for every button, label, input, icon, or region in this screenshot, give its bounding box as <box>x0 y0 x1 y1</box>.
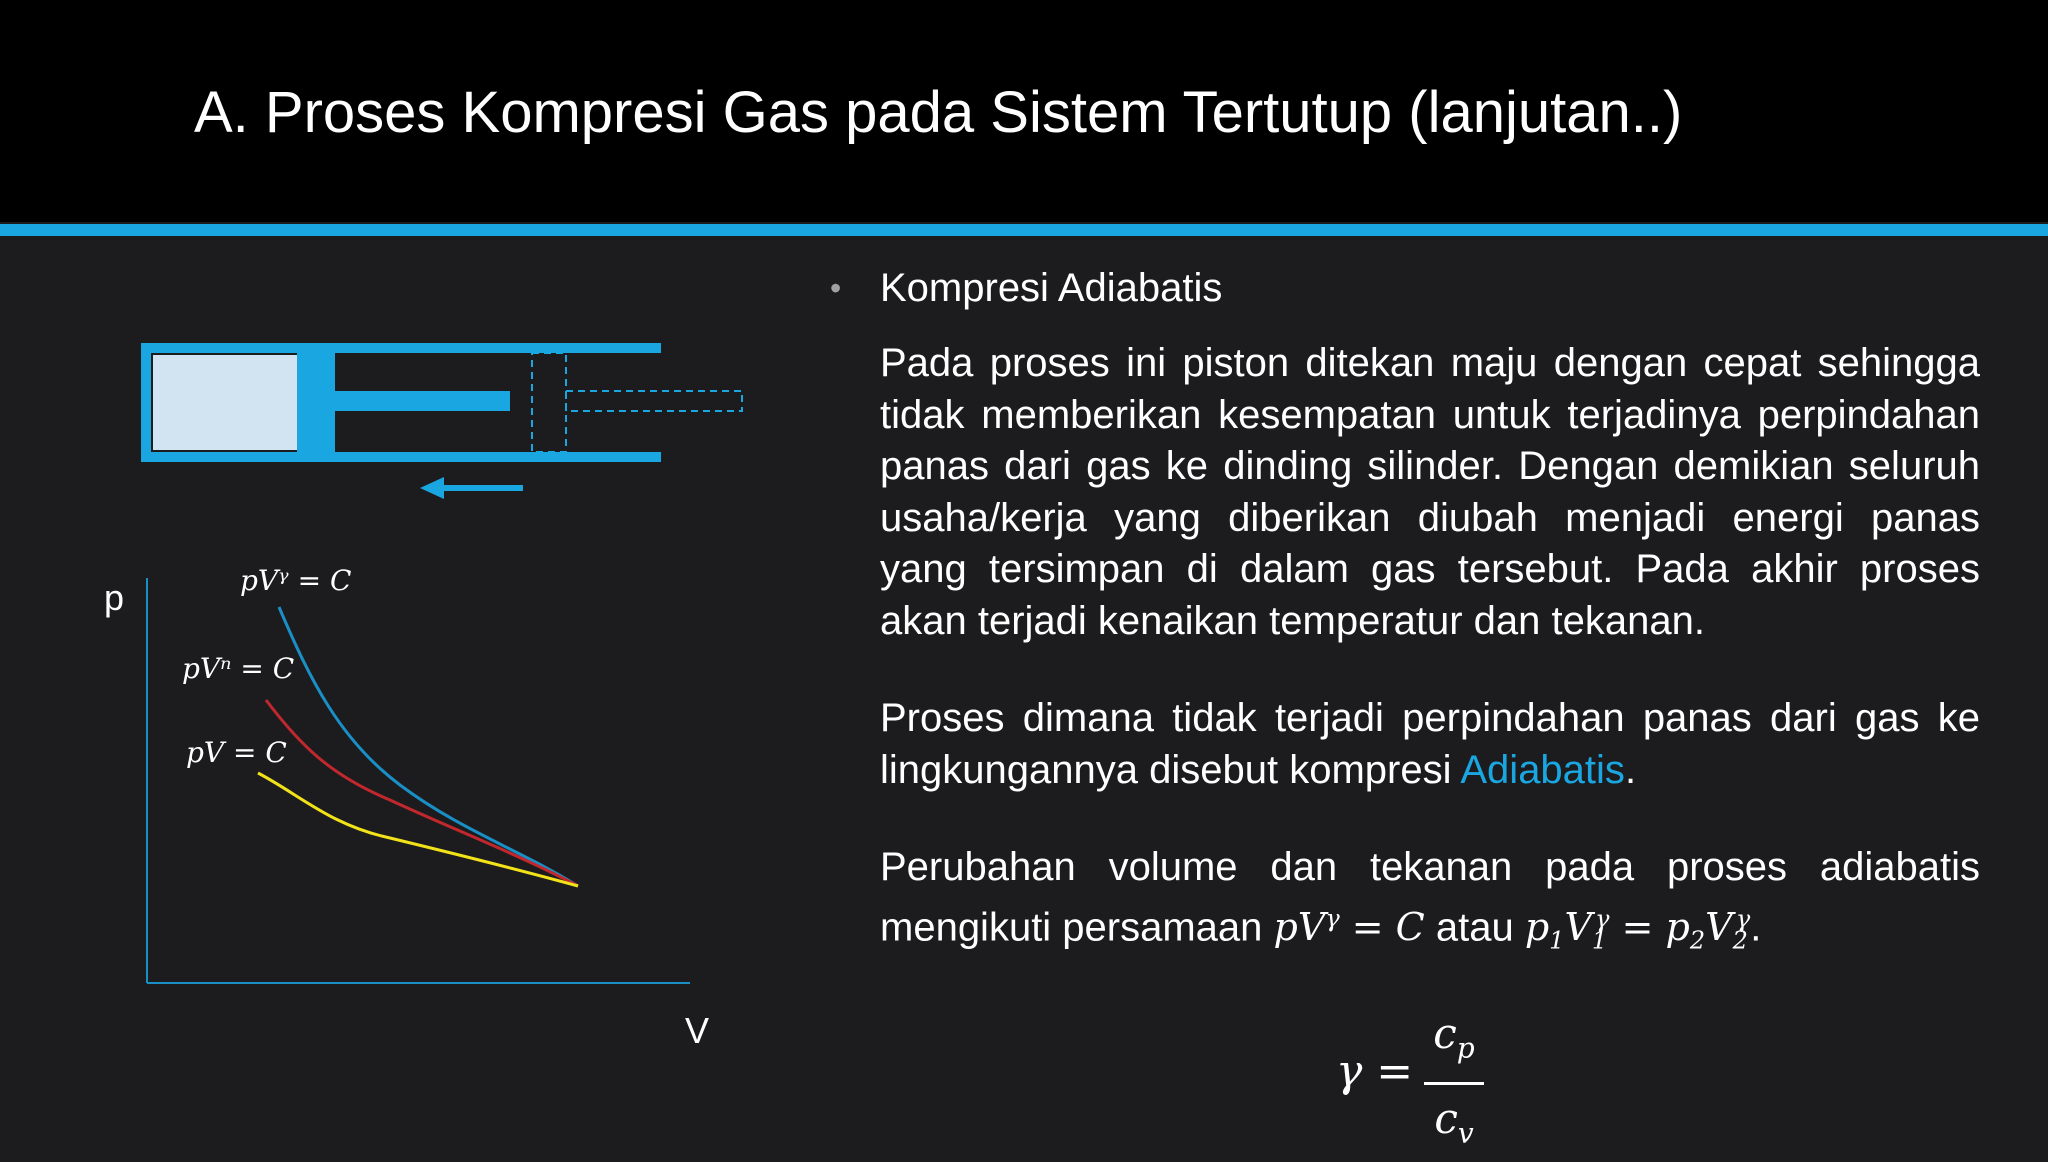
bullet-dot-icon: • <box>830 270 842 306</box>
paragraph-equation-join: atau <box>1424 905 1525 950</box>
pv-chart <box>104 564 709 1051</box>
paragraph-equation-text: Perubahan volume dan tekanan pada proses adiabatis mengikuti persamaan <box>880 845 1980 950</box>
fraction-line <box>1424 1082 1484 1085</box>
left-arrow <box>420 477 523 499</box>
piston-head <box>297 353 335 452</box>
rod-initial-position <box>566 391 742 411</box>
paragraph-description: Pada proses ini piston ditekan maju dengan cepat sehingga tidak memberikan kesempatan untuk terjadinya perpindahan panas dari gas ke dinding silinder. Dengan demikian seluruh usaha/kerja yang diberikan diubah menjadi energi panas yang tersimpan di dalam gas tersebut. Pada akhir proses akan terjadi kenaikan temperatur dan tekanan. <box>880 341 1980 643</box>
paragraph-definition-end: . <box>1624 747 1637 792</box>
text-content <box>830 258 1980 967</box>
accent-divider <box>0 224 2048 236</box>
piston-pv-diagram <box>0 236 800 1152</box>
paragraph-definition-text: Proses dimana tidak terjadi perpindahan panas dari gas ke lingkungannya disebut kompresi <box>880 696 1980 792</box>
cylinder-top-wall <box>141 343 661 353</box>
gamma-fraction <box>1424 1006 1484 1162</box>
bullet-title: Kompresi Adiabatis <box>880 266 1223 310</box>
cylinder-left-wall <box>141 343 151 462</box>
equation-pv-gamma: $pV^\gamma = C$ <box>1273 904 1425 950</box>
adiabatis-highlight: Adiabatis <box>1460 747 1625 792</box>
bullet-item <box>830 258 1980 318</box>
curve-polytropic <box>266 700 578 886</box>
paragraph-equation <box>880 842 1980 967</box>
slide-title: A. Proses Kompresi Gas pada Sistem Tertutup (lanjutan..) <box>194 80 1683 145</box>
piston-cylinder <box>141 343 742 462</box>
label-adiabatic: pVᵞ = C <box>240 564 352 597</box>
curve-adiabatic <box>279 607 578 886</box>
equation-p1v1-p2v2: $p_1V_1^\gamma = p_2V_2^\gamma$ <box>1524 904 1751 955</box>
axis-label-v: V <box>685 1010 710 1051</box>
header-bar <box>0 0 2048 222</box>
gamma-lhs: γ = <box>1336 1046 1414 1097</box>
piston-initial-position <box>532 353 566 452</box>
gamma-equation <box>1336 1006 1496 1150</box>
label-polytropic: pVⁿ = C <box>182 652 295 685</box>
piston-rod <box>335 391 510 411</box>
fraction-numerator: $c_p$ <box>1433 1009 1475 1065</box>
label-isothermal: pV = C <box>186 736 287 769</box>
cylinder-bottom-wall <box>141 452 661 462</box>
gas-volume <box>153 355 297 450</box>
fraction-denominator: $c_v$ <box>1434 1094 1474 1150</box>
axis-label-p: p <box>104 577 125 618</box>
paragraph-equation-end: . <box>1750 905 1762 950</box>
curve-isothermal <box>258 773 578 886</box>
paragraph-definition <box>880 693 1980 796</box>
